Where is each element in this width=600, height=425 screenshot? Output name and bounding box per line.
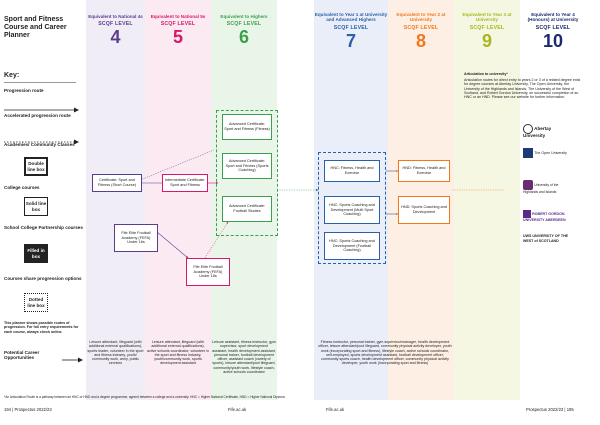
- key-progression-label: Progression route: [4, 88, 44, 93]
- level-4-scqf: SCQF LEVEL: [98, 21, 133, 28]
- level-8-number: 8: [415, 30, 426, 51]
- course-l6-football[interactable]: Advanced Certificate: Football Studies: [222, 196, 272, 222]
- level-9-number: 9: [481, 30, 492, 51]
- level-5-equivalent: Equivalent to National 5s: [150, 14, 206, 19]
- course-l8-coaching[interactable]: HND: Sports Coaching and Development: [398, 196, 450, 224]
- careers-level-6: Leisure assistant, fitness instructor, gym supervisor, sport development assistant, health development assistant, personal trainer, football development officer, assistant coach (variety of sports), leisure attendant/pool lifeguard, community/youth work, lifestyle coach, active schools coordinator: [212, 340, 276, 375]
- articulation-body: Articulation routes for direct entry to years 2 or 3 of a related degree exist for degree courses at Abertay University, The Open University, the University of the Highlands and Islands, The University of the West of Scotland, and Robert Gordon University, on successful completion of an HNC or an HND. Please see our website for further information.: [464, 78, 581, 100]
- abertay-logo: Abertay University: [523, 124, 571, 139]
- level-9-equivalent: Equivalent to Year 3 at University: [462, 12, 512, 23]
- course-l8-fitness[interactable]: HND: Fitness, Health and Exercise: [398, 160, 450, 182]
- course-l7-coaching[interactable]: HNC: Sports Coaching and Development (Multi Sport Coaching): [324, 196, 380, 224]
- articulation-heading: Articulation to university*: [464, 72, 508, 76]
- uws-logo: UWS UNIVERSITY OF THE WEST of SCOTLAND: [523, 234, 569, 243]
- key-dotted-box: Dotted line box: [24, 293, 48, 312]
- level-6-scqf: SCQF LEVEL: [226, 21, 262, 28]
- key-filled-box: Filled in box: [24, 244, 48, 263]
- course-l5-certificate[interactable]: Intermediate Certificate: Sport and Fitness: [162, 174, 208, 192]
- course-l6-coaching[interactable]: Advanced Certificate: Sport and Fitness (Sports Coaching): [222, 153, 272, 179]
- rgu-icon: [523, 210, 531, 218]
- course-l7-football[interactable]: HNC: Sports Coaching and Development (Football Coaching): [324, 232, 380, 260]
- footer-left-label: Prospectus 2022/23: [14, 407, 52, 412]
- course-l4-certificate[interactable]: Certificate: Sport and Fitness (Short Course): [92, 174, 142, 192]
- open-university-logo: The Open University: [523, 148, 571, 158]
- level-8-scqf: SCQF LEVEL: [403, 24, 439, 31]
- level-10-scqf: SCQF LEVEL: [535, 24, 571, 31]
- level-4-equivalent: Equivalent to National 4s: [88, 14, 143, 19]
- key-academies-label: Academies/ Community Classes: [4, 142, 75, 147]
- level-7-scqf: SCQF LEVEL: [333, 24, 369, 31]
- course-l7-fitness[interactable]: HNC: Fitness, Health and Exercise: [324, 160, 380, 182]
- level-10-number: 10: [542, 30, 564, 51]
- planner-note: This planner shows possible routes of progression. For full entry requirements for each course, always check online.: [4, 321, 79, 334]
- footer-right-page: 195: [566, 407, 574, 412]
- careers-level-7-8: Fitness instructor, personal trainer, gym supervisor/manager, health development officer, leisure attendant/pool lifeguard, community physical activity developer, youth work (incorporating sport and fitness), lifestyle coach, active schools coordinator, self-employed, sports development assistant, football development officer, community sports coach, health development officer, community physical activity developer, youth work (incorporating sport and fitness): [318, 340, 452, 366]
- level-5-scqf: SCQF LEVEL: [160, 21, 196, 28]
- course-l5-academy[interactable]: Fife Elite Football Academy (FEFA) Under 18s: [186, 258, 230, 286]
- level-6-number: 6: [238, 27, 249, 48]
- level-9-scqf: SCQF LEVEL: [469, 24, 505, 31]
- key-college-label: College courses: [4, 185, 40, 190]
- course-l4-academy[interactable]: Fife Elite Football Academy (FEFA) Under 16s: [114, 224, 158, 252]
- footer-center-left[interactable]: Fife.ac.uk: [228, 407, 247, 412]
- footer-center-right[interactable]: Fife.ac.uk: [326, 407, 345, 412]
- key-accelerated-label: Accelerated progression route: [4, 113, 71, 118]
- careers-heading: Potential Career Opportunities: [4, 350, 40, 361]
- footer-left: 194 | Prospectus 2022/23: [4, 407, 52, 412]
- key-solid-box: Solid line box: [24, 197, 48, 216]
- uhi-logo: University of the Highlands and Islands: [523, 180, 571, 195]
- course-l6-fitness[interactable]: Advanced Certificate: Sport and Fitness (Fitness): [222, 114, 272, 140]
- rgu-logo: ROBERT GORDON UNIVERSITY ABERDEEN: [523, 210, 571, 223]
- level-8-equivalent: Equivalent to Year 2 at University: [396, 12, 446, 23]
- level-6-equivalent: Equivalent to Highers: [220, 14, 268, 19]
- level-7-number: 7: [345, 30, 356, 51]
- footer-right: Prospectus 2022/23 | 195: [526, 407, 574, 412]
- footer-left-page: 194: [4, 407, 11, 412]
- open-university-icon: [523, 148, 533, 158]
- key-heading: Key:: [4, 72, 20, 79]
- key-school-label: School College Partnership courses: [4, 225, 83, 230]
- level-10-equivalent: Equivalent to Year 4 (Honours) at University: [527, 12, 579, 23]
- key-double-box: Double line box: [24, 157, 48, 176]
- footer-right-label: Prospectus 2022/23: [526, 407, 564, 412]
- level-5-number: 5: [172, 27, 183, 48]
- careers-level-5: Leisure attendant, lifeguard (with additional external qualifications), active schools coordinator, volunteer in the sport and fitness industry, youth/community work, sports development assistant: [147, 340, 209, 366]
- careers-level-4: Leisure attendant, lifeguard (with additional external qualifications), sports leader, volunteer in the sport and fitness industry, youth/ community work, army, public services: [87, 340, 144, 366]
- key-shared-label: Courses share progression options: [4, 276, 82, 281]
- uhi-icon: [523, 180, 533, 190]
- footnote: *An Articulation Route is a pathway between an HNC or HND and a degree programme, agreed between a college and a university. HNC = Higher National Certificate, HND = Higher National Diploma: [4, 395, 285, 399]
- page-title: Sport and Fitness Course and Career Planner: [4, 16, 67, 39]
- level-4-number: 4: [110, 27, 121, 48]
- level-7-equivalent: Equivalent to Year 1 at University and Advanced Highers: [314, 12, 388, 23]
